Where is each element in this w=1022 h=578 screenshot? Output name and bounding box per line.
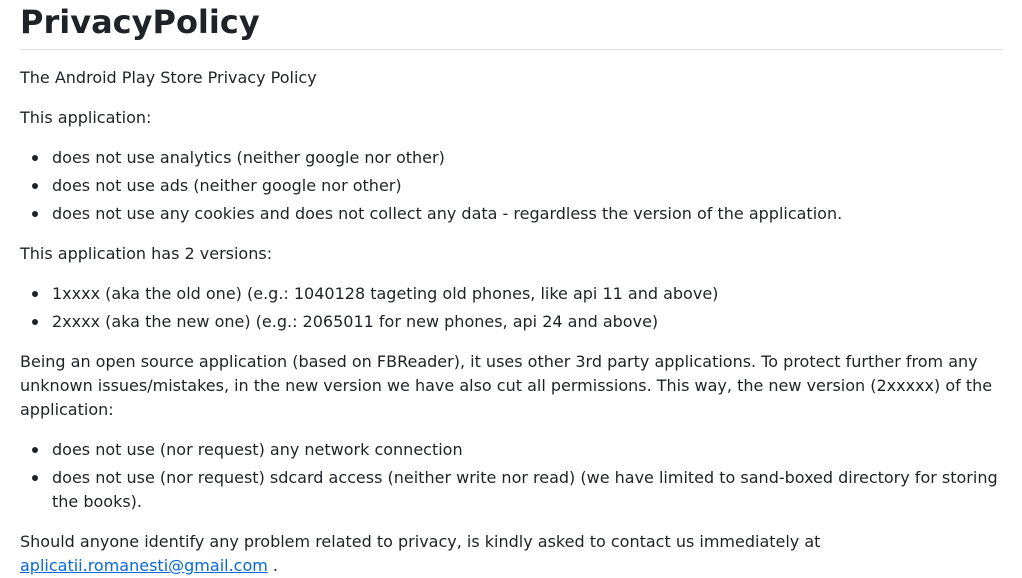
contact-end: . [267, 556, 279, 575]
bullet-icon [32, 319, 38, 325]
list-item-text: does not use (nor request) any network connection [52, 440, 463, 459]
page-title: PrivacyPolicy [20, 0, 1002, 50]
list-item [52, 466, 1002, 514]
intro-paragraph: The Android Play Store Privacy Policy [20, 68, 317, 87]
this-application-heading: This application: [20, 108, 152, 127]
list-item [52, 174, 1002, 198]
contact-text: Should anyone identify any problem related to privacy, is kindly asked to contact us immediately at [20, 532, 821, 551]
bullet-icon [32, 211, 38, 217]
bullet-icon [32, 155, 38, 161]
bullet-icon [32, 475, 38, 481]
contact-paragraph [20, 530, 1002, 578]
permissions-list [20, 438, 1002, 514]
versions-list [20, 282, 1002, 334]
features-list [20, 146, 1002, 226]
list-item-text: 2xxxx (aka the new one) (e.g.: 2065011 for new phones, api 24 and above) [52, 312, 659, 331]
versions-heading: This application has 2 versions: [20, 244, 273, 263]
list-item-text: does not use any cookies and does not collect any data - regardless the version of the application. [52, 204, 843, 223]
list-item [52, 202, 1002, 226]
list-item-text: does not use analytics (neither google nor other) [52, 148, 445, 167]
list-item [52, 282, 1002, 306]
bullet-icon [32, 183, 38, 189]
open-source-paragraph: Being an open source application (based on FBReader), it uses other 3rd party applications. To protect further from any unknown issues/mistakes, in the new version we have also cut all permissions. This way, the new version (2xxxxx) of the application: [20, 352, 993, 419]
list-item [52, 310, 1002, 334]
contact-email-link[interactable]: aplicatii.romanesti@gmail.com [20, 556, 268, 575]
list-item [52, 438, 1002, 462]
bullet-icon [32, 447, 38, 453]
list-item-text: 1xxxx (aka the old one) (e.g.: 1040128 tageting old phones, like api 11 and above) [52, 284, 719, 303]
bullet-icon [32, 291, 38, 297]
list-item-text: does not use ads (neither google nor other) [52, 176, 402, 195]
list-item-text: does not use (nor request) sdcard access (neither write nor read) (we have limited to sand-boxed directory for storing the books). [52, 468, 998, 511]
list-item [52, 146, 1002, 170]
